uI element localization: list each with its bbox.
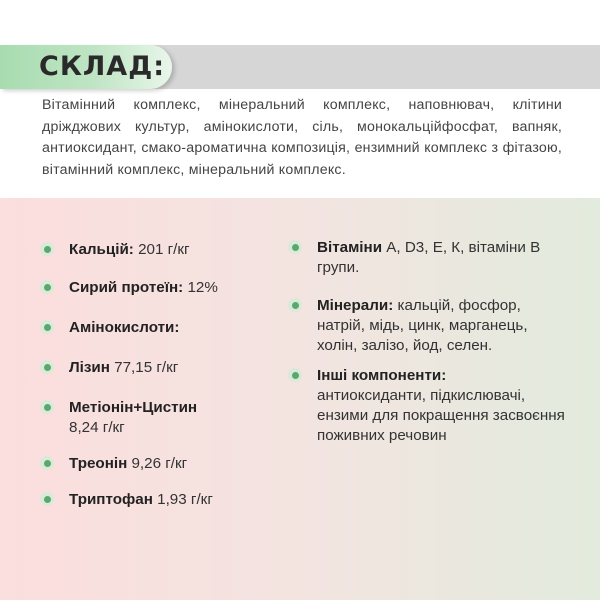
header-bar (0, 45, 600, 89)
item-value: 77,15 г/кг (109, 359, 179, 376)
list-item-minerals (288, 296, 560, 356)
bullet-icon (40, 280, 54, 294)
header-title-pill (0, 45, 172, 89)
list-item-protein (40, 278, 218, 298)
bullet-icon (288, 240, 302, 254)
item-value: кальцій, фосфор, натрій, мідь, цинк, марганець, холін, залізо, йод, селен. (317, 297, 528, 354)
item-value: 1,93 г/кг (152, 491, 213, 508)
list-item-other-components (288, 366, 568, 446)
page-title: СКЛАД: (39, 51, 166, 82)
item-label: Триптофан (69, 491, 153, 508)
list-item-calcium (40, 240, 190, 260)
list-item-methionine-cystine (40, 398, 197, 438)
bullet-icon (40, 400, 54, 414)
bullet-icon (40, 492, 54, 506)
list-item-lysine (40, 358, 178, 378)
list-item-vitamins (288, 238, 558, 278)
item-label: Мінерали: (317, 297, 394, 314)
bullet-icon (40, 242, 54, 256)
item-value: 8,24 г/кг (69, 419, 125, 436)
nutrient-panel (0, 198, 600, 600)
item-label: Інші компоненти: (317, 367, 447, 384)
composition-text: Вітамінний комплекс, мінеральний комплекс, наповнювач, клітини дріжджових культур, амінокислоти, сіль, монокальційфосфат, вапняк, антиоксидант, смако-ароматична композиція, ензимний комплекс з фітазою, вітамінний комплекс, мінеральний комплекс. (42, 97, 562, 178)
list-item-tryptophan (40, 490, 213, 510)
header-gray-band (150, 45, 600, 89)
bullet-icon (40, 360, 54, 374)
item-label: Кальцій: (69, 241, 134, 258)
item-label: Лізин (69, 359, 110, 376)
item-label: Амінокислоти: (69, 319, 180, 336)
bullet-icon (288, 298, 302, 312)
list-item-amino-acids (40, 318, 179, 338)
item-label: Вітаміни (317, 239, 383, 256)
item-value: 201 г/кг (133, 241, 190, 258)
item-label: Треонін (69, 455, 128, 472)
bullet-icon (288, 368, 302, 382)
item-value: 9,26 г/кг (127, 455, 188, 472)
bullet-icon (40, 456, 54, 470)
bullet-icon (40, 320, 54, 334)
item-label: Метіонін+Цистин (69, 399, 198, 416)
item-value: антиоксиданти, підкислювачі, ензими для покращення засвоєння поживних речовин (317, 387, 565, 444)
item-value: 12% (183, 279, 218, 296)
item-label: Сирий протеїн: (69, 279, 184, 296)
item-value: А, D3, Е, К, вітаміни В групи. (317, 239, 541, 276)
list-item-threonine (40, 454, 187, 474)
